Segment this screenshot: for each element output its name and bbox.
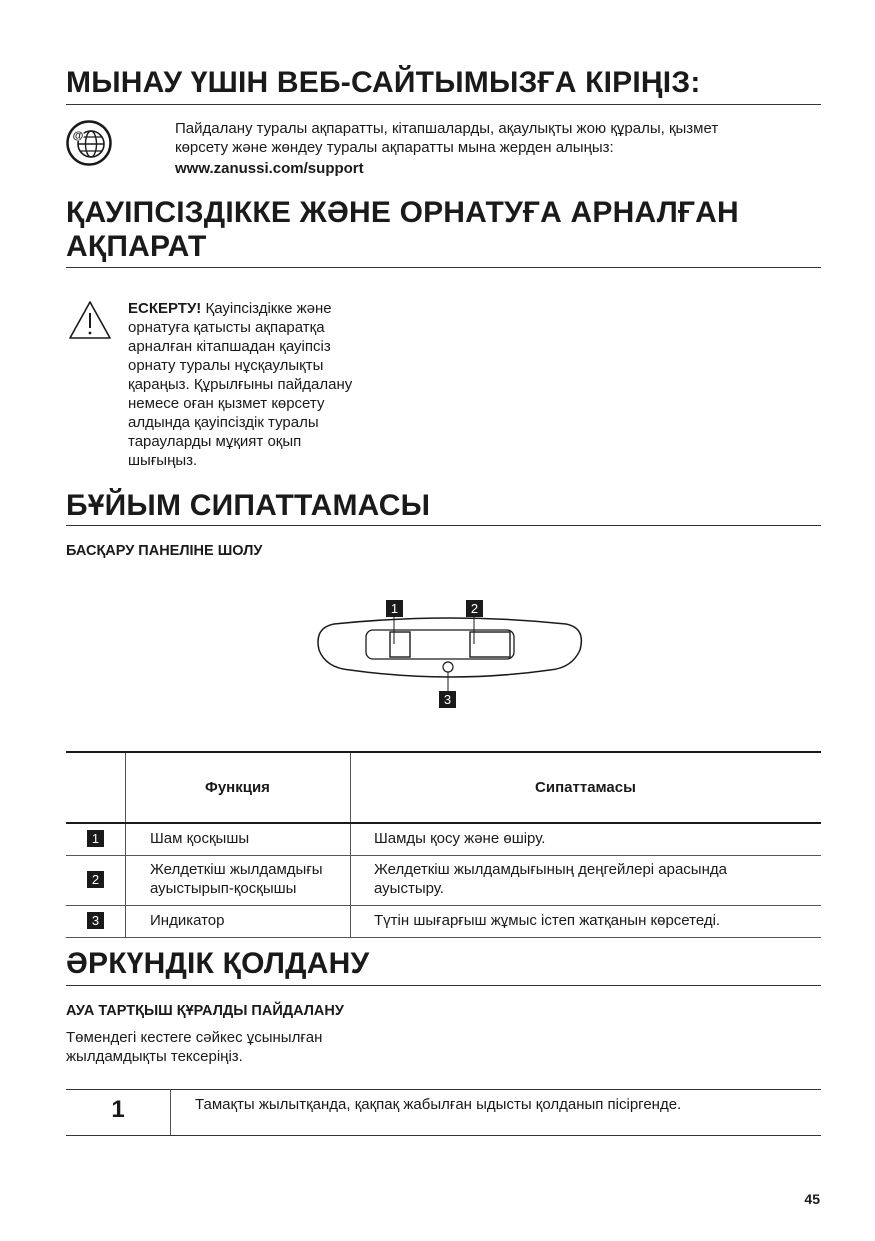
warning-line: тарауларды мұқият оқып <box>128 433 302 450</box>
row-number-badge: 1 <box>87 830 104 847</box>
function-table <box>66 751 821 938</box>
row-description-line: ауыстыру. <box>374 879 444 897</box>
diagram-label-1: 1 <box>386 600 403 617</box>
row-function-line: Желдеткіш жылдамдығы <box>150 860 323 878</box>
row-description-line: Желдеткіш жылдамдығының деңгейлері арасында <box>374 860 727 878</box>
table-row <box>66 855 821 905</box>
diagram-label-3: 3 <box>439 691 456 708</box>
row-description: Шамды қосу және өшіру. <box>351 823 822 855</box>
control-panel-diagram <box>310 598 590 713</box>
row-description <box>351 855 822 905</box>
warning-line: немесе оған қызмет көрсету <box>128 395 325 412</box>
table-row <box>66 1090 821 1136</box>
row-function: Индикатор <box>126 905 351 937</box>
warning-line: шығыңыз. <box>128 452 198 469</box>
support-url-link[interactable]: www.zanussi.com/support <box>175 160 364 177</box>
row-number-badge: 2 <box>87 871 104 888</box>
website-heading: МЫНАУ ҮШІН ВЕБ-САЙТЫМЫЗҒА КІРІҢІЗ: <box>66 66 701 99</box>
control-panel-subheading: БАСҚАРУ ПАНЕЛІНЕ ШОЛУ <box>66 543 263 559</box>
speed-table <box>66 1089 821 1136</box>
diagram-label-2: 2 <box>466 600 483 617</box>
row-function-line: ауыстырып-қосқышы <box>150 879 297 897</box>
speed-number: 1 <box>66 1090 171 1136</box>
table-header-num <box>66 752 126 823</box>
table-row <box>66 823 821 855</box>
globe-at-icon <box>66 120 112 166</box>
daily-text-line1: Төмендегі кестеге сәйкес ұсынылған <box>66 1029 323 1046</box>
safety-heading-line1: ҚАУІПСІЗДІККЕ ЖӘНЕ ОРНАТУҒА АРНАЛҒАН <box>66 196 739 229</box>
warning-line: арналған кітапшадан қауіпсіз <box>128 338 331 355</box>
warning-line: Қауіпсіздікке және <box>201 300 332 317</box>
daily-text-line2: жылдамдықты тексеріңіз. <box>66 1048 243 1065</box>
warning-line: қараңыз. Құрылғыны пайдалану <box>128 376 353 393</box>
hood-usage-subheading: АУА ТАРТҚЫШ ҚҰРАЛДЫ ПАЙДАЛАНУ <box>66 1003 344 1019</box>
warning-line: алдында қауіпсіздік туралы <box>128 414 319 431</box>
safety-warning-text <box>128 299 398 470</box>
product-heading: БҰЙЫМ СИПАТТАМАСЫ <box>66 489 431 522</box>
row-function: Шам қосқышы <box>126 823 351 855</box>
table-header-function: Функция <box>126 752 351 823</box>
warning-line: орнату туралы нұсқаулықты <box>128 357 324 374</box>
svg-text:@: @ <box>72 130 84 142</box>
divider <box>66 525 821 526</box>
safety-heading-line2: АҚПАРАТ <box>66 230 207 263</box>
website-text-line2: көрсету және жөндеу туралы ақпаратты мына жерден алыңыз: <box>175 139 614 156</box>
row-description: Түтін шығарғыш жұмыс істеп жатқанын көрсетеді. <box>351 905 822 937</box>
warning-label: ЕСКЕРТУ! <box>128 300 202 317</box>
table-header-description: Сипаттамасы <box>351 752 822 823</box>
speed-description: Тамақты жылытқанда, қақпақ жабылған ыдысты қолданып пісіргенде. <box>171 1090 822 1136</box>
daily-use-heading: ӘРКҮНДІК ҚОЛДАНУ <box>66 947 370 980</box>
page-number: 45 <box>804 1191 820 1207</box>
warning-line: орнатуға қатысты ақпаратқа <box>128 319 325 336</box>
website-text-line1: Пайдалану туралы ақпаратты, кітапшаларды, ақаулықты жою құралы, қызмет <box>175 120 719 137</box>
divider <box>66 985 821 986</box>
divider <box>66 104 821 105</box>
divider <box>66 267 821 268</box>
table-row <box>66 905 821 937</box>
row-number-badge: 3 <box>87 912 104 929</box>
warning-triangle-icon <box>68 300 112 340</box>
row-function <box>126 855 351 905</box>
